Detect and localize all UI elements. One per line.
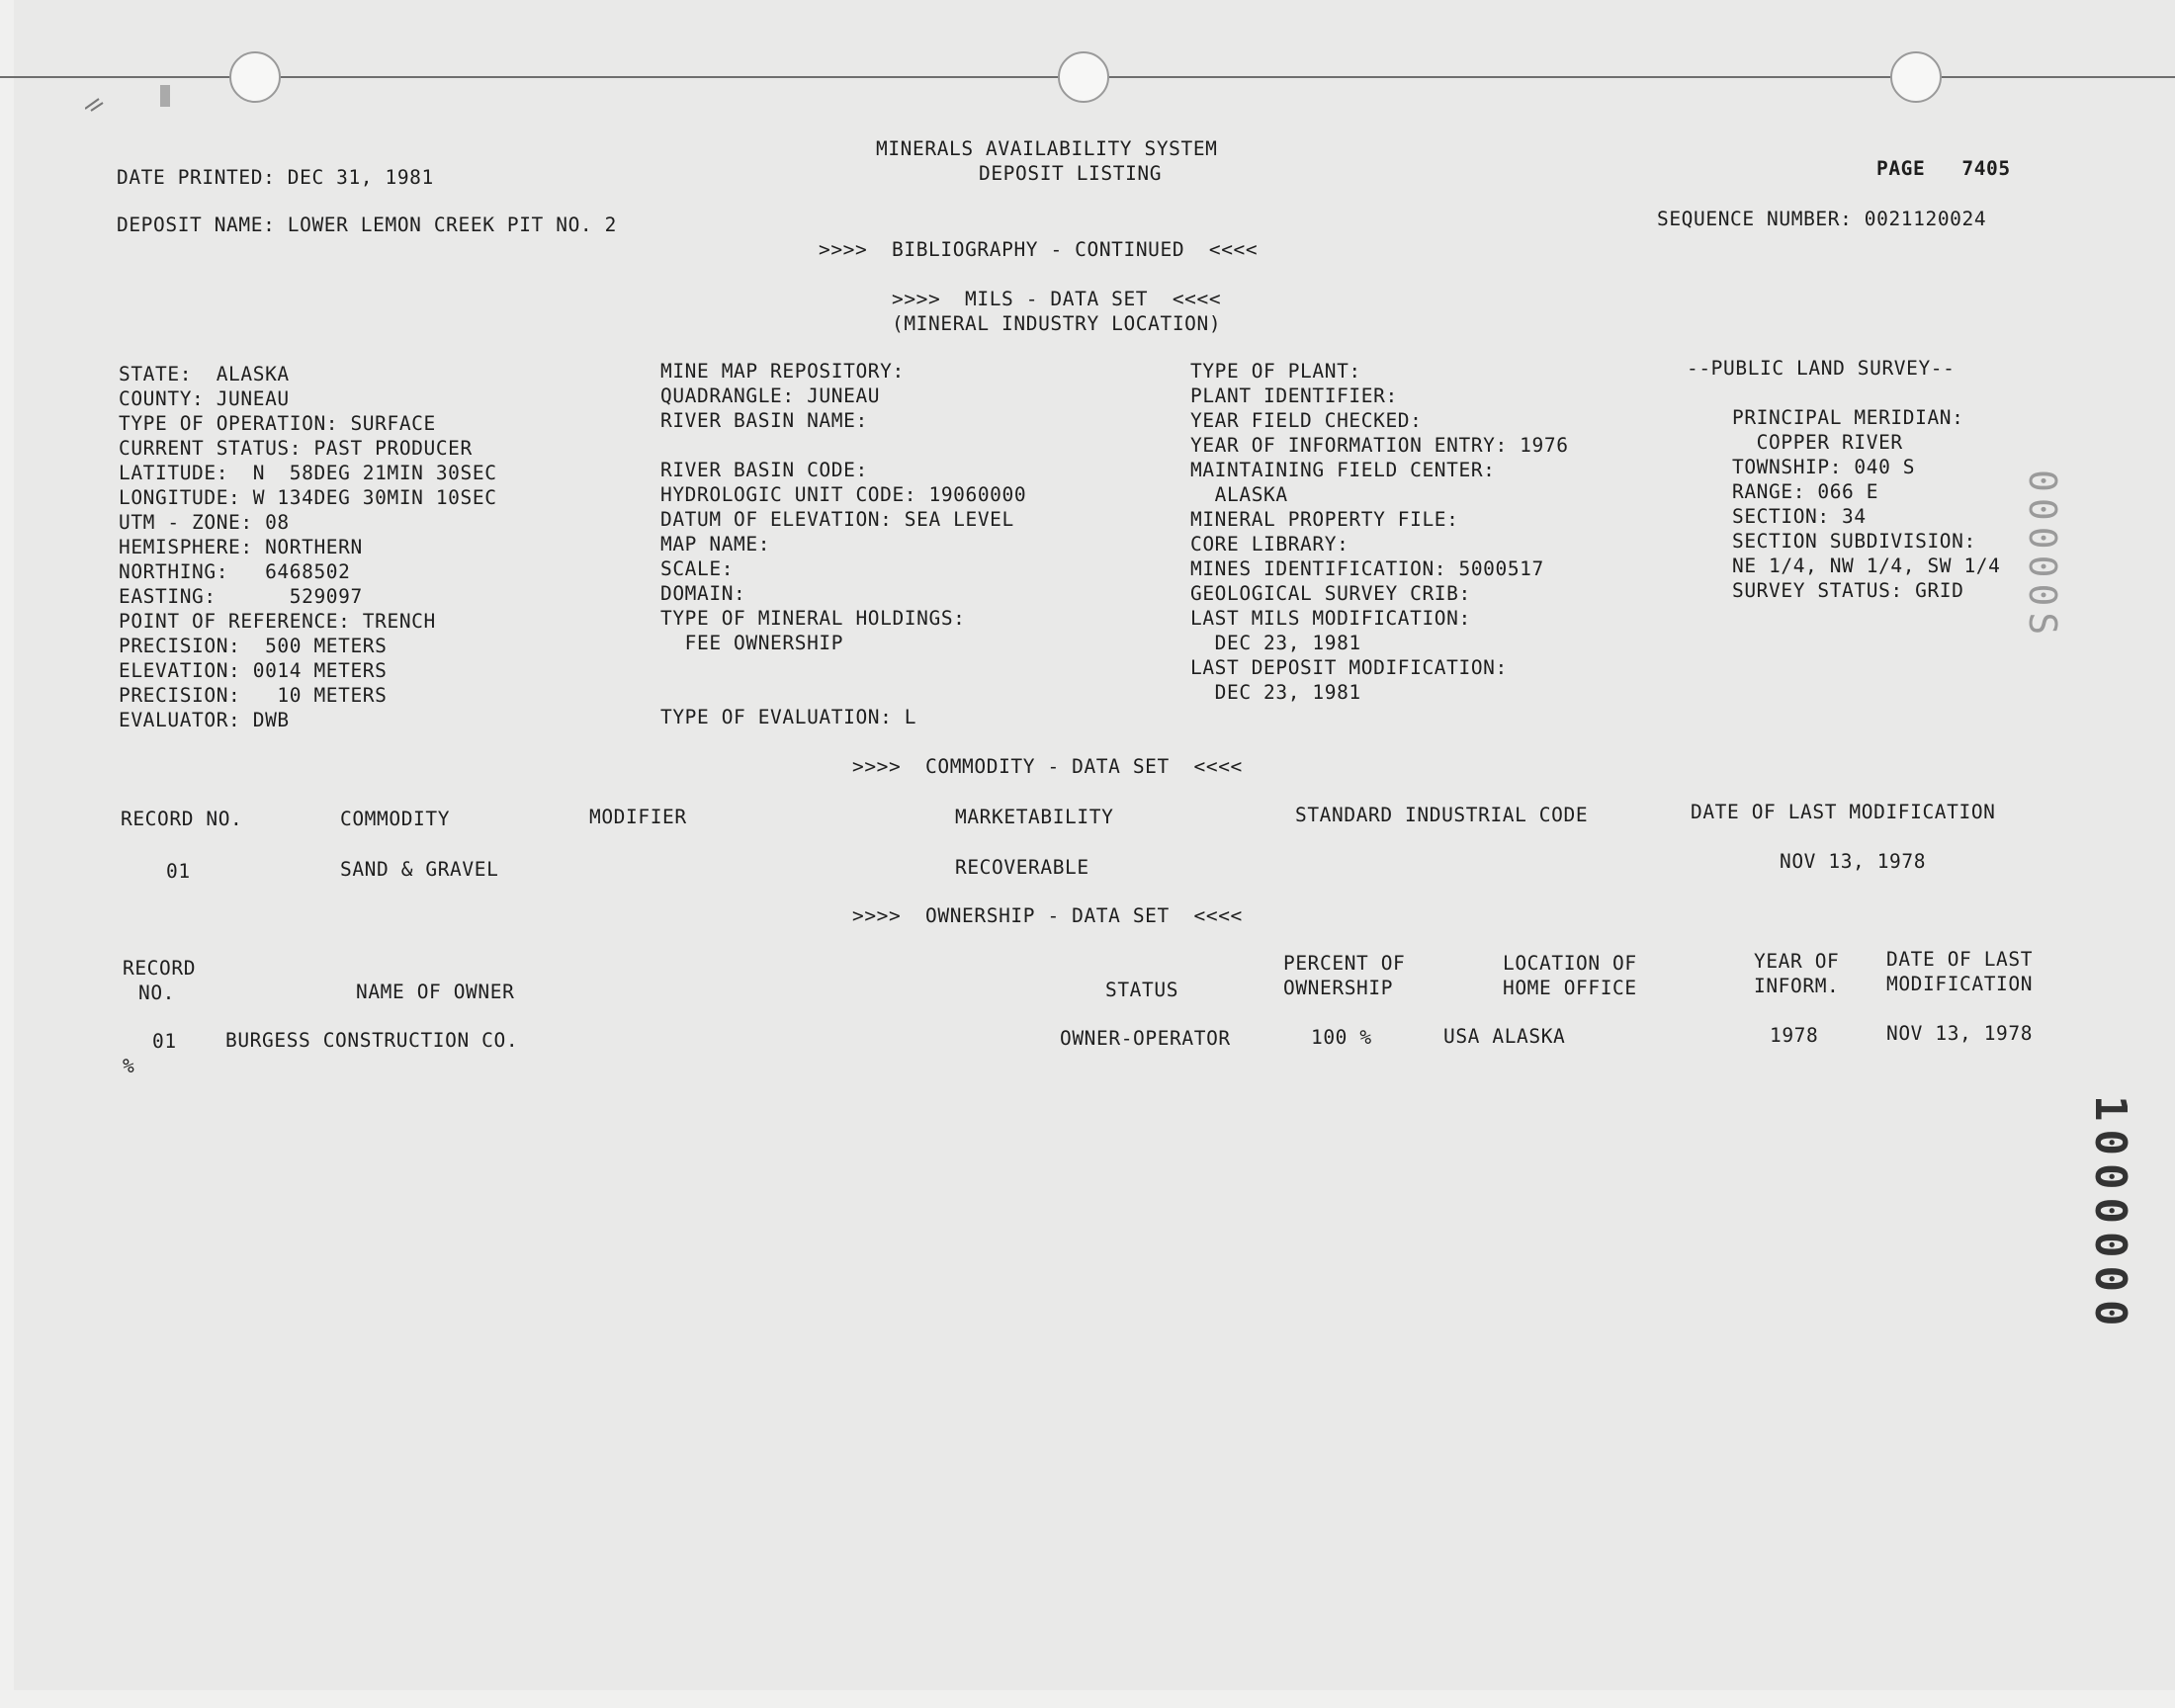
binder-hole: [1058, 51, 1109, 103]
survey-title: --PUBLIC LAND SURVEY--: [1687, 357, 1956, 380]
field-line: SURVEY STATUS: GRID: [1732, 579, 1964, 602]
cell-owner: BURGESS CONSTRUCTION CO.: [225, 1029, 519, 1052]
end-of-record-mark: %: [123, 1055, 135, 1077]
field-line: MAINTAINING FIELD CENTER:: [1190, 459, 1496, 481]
field-line: TYPE OF EVALUATION: L: [660, 706, 917, 728]
deposit-name: DEPOSIT NAME: LOWER LEMON CREEK PIT NO. 2: [117, 214, 617, 236]
field-line: LATITUDE: N 58DEG 21MIN 30SEC: [119, 462, 497, 484]
field-line: TOWNSHIP: 040 S: [1732, 456, 1916, 478]
ownership-heading: >>>> OWNERSHIP - DATA SET <<<<: [852, 904, 1243, 927]
field-line: UTM - ZONE: 08: [119, 511, 290, 534]
col-header-last-mod: DATE OF LAST MODIFICATION: [1691, 801, 1996, 823]
cell-record: 01: [152, 1030, 177, 1053]
binder-hole: [1890, 51, 1942, 103]
field-line: CURRENT STATUS: PAST PRODUCER: [119, 437, 473, 460]
field-line: YEAR FIELD CHECKED:: [1190, 409, 1423, 432]
field-line: MINE MAP REPOSITORY:: [660, 360, 905, 383]
cell-status: OWNER-OPERATOR: [1060, 1027, 1231, 1050]
mils-heading: >>>> MILS - DATA SET <<<<: [892, 288, 1222, 310]
field-line: COUNTY: JUNEAU: [119, 387, 290, 410]
cell-last-mod: NOV 13, 1978: [1780, 850, 1927, 873]
field-line: DOMAIN:: [660, 582, 746, 605]
col-header-location: HOME OFFICE: [1503, 977, 1637, 999]
col-header-owner: NAME OF OWNER: [356, 981, 515, 1003]
field-line: QUADRANGLE: JUNEAU: [660, 384, 881, 407]
field-line: TYPE OF OPERATION: SURFACE: [119, 412, 436, 435]
field-line: ELEVATION: 0014 METERS: [119, 659, 388, 682]
col-header-location: LOCATION OF: [1503, 952, 1637, 975]
cell-location: USA ALASKA: [1443, 1025, 1566, 1048]
staple-mark: [85, 81, 174, 115]
field-line: COPPER RIVER: [1732, 431, 1903, 454]
page-number: PAGE 7405: [1876, 157, 2011, 180]
field-line: RIVER BASIN CODE:: [660, 459, 868, 481]
col-header-percent: PERCENT OF: [1283, 952, 1406, 975]
field-line: SECTION: 34: [1732, 505, 1867, 528]
cell-date: NOV 13, 1978: [1886, 1022, 2034, 1045]
col-header-commodity: COMMODITY: [340, 808, 451, 830]
field-line: PRECISION: 10 METERS: [119, 684, 388, 707]
col-header-record: RECORD NO.: [121, 808, 243, 830]
field-line: EVALUATOR: DWB: [119, 709, 290, 731]
system-title: MINERALS AVAILABILITY SYSTEM: [876, 137, 1218, 160]
field-line: MAP NAME:: [660, 533, 771, 555]
listing-title: DEPOSIT LISTING: [979, 162, 1163, 185]
field-line: FEE OWNERSHIP: [660, 632, 844, 654]
field-line: NE 1/4, NW 1/4, SW 1/4: [1732, 555, 2001, 577]
cell-percent: 100 %: [1311, 1026, 1372, 1049]
field-line: LONGITUDE: W 134DEG 30MIN 10SEC: [119, 486, 497, 509]
col-header-record: NO.: [138, 982, 176, 1004]
cell-commodity: SAND & GRAVEL: [340, 858, 499, 881]
field-line: POINT OF REFERENCE: TRENCH: [119, 610, 436, 633]
field-line: DEC 23, 1981: [1190, 632, 1361, 654]
field-line: PRINCIPAL MERIDIAN:: [1732, 406, 1964, 429]
col-header-status: STATUS: [1105, 979, 1179, 1001]
field-line: LAST MILS MODIFICATION:: [1190, 607, 1471, 630]
mils-subheading: (MINERAL INDUSTRY LOCATION): [892, 312, 1222, 335]
field-line: YEAR OF INFORMATION ENTRY: 1976: [1190, 434, 1569, 457]
cell-year: 1978: [1770, 1024, 1819, 1047]
field-line: SCALE:: [660, 557, 735, 580]
field-line: CORE LIBRARY:: [1190, 533, 1349, 555]
field-line: NORTHING: 6468502: [119, 560, 351, 583]
field-line: MINES IDENTIFICATION: 5000517: [1190, 557, 1544, 580]
field-line: MINERAL PROPERTY FILE:: [1190, 508, 1459, 531]
cell-record: 01: [166, 860, 191, 883]
field-line: TYPE OF MINERAL HOLDINGS:: [660, 607, 966, 630]
field-line: LAST DEPOSIT MODIFICATION:: [1190, 656, 1508, 679]
col-header-record: RECORD: [123, 957, 197, 980]
date-printed: DATE PRINTED: DEC 31, 1981: [117, 166, 434, 189]
field-line: SECTION SUBDIVISION:: [1732, 530, 1976, 553]
sequence-number: SEQUENCE NUMBER: 0021120024: [1657, 208, 1987, 230]
col-header-percent: OWNERSHIP: [1283, 977, 1394, 999]
col-header-year: YEAR OF: [1754, 950, 1840, 973]
field-line: RIVER BASIN NAME:: [660, 409, 868, 432]
commodity-heading: >>>> COMMODITY - DATA SET <<<<: [852, 755, 1243, 778]
field-line: RANGE: 066 E: [1732, 480, 1879, 503]
col-header-date: DATE OF LAST: [1886, 948, 2034, 971]
field-line: PLANT IDENTIFIER:: [1190, 384, 1398, 407]
field-line: TYPE OF PLANT:: [1190, 360, 1361, 383]
col-header-marketability: MARKETABILITY: [955, 806, 1114, 828]
bibliography-heading: >>>> BIBLIOGRAPHY - CONTINUED <<<<: [819, 238, 1259, 261]
col-header-year: INFORM.: [1754, 975, 1840, 997]
col-header-sic: STANDARD INDUSTRIAL CODE: [1295, 804, 1589, 826]
field-line: EASTING: 529097: [119, 585, 363, 608]
field-line: STATE: ALASKA: [119, 363, 290, 385]
binder-hole: [229, 51, 281, 103]
field-line: GEOLOGICAL SURVEY CRIB:: [1190, 582, 1471, 605]
side-stamp-bold: 1000000: [2085, 1095, 2135, 1334]
col-header-date: MODIFICATION: [1886, 973, 2034, 995]
field-line: HEMISPHERE: NORTHERN: [119, 536, 363, 558]
field-line: DEC 23, 1981: [1190, 681, 1361, 704]
side-stamp-faint: 00000S: [2021, 470, 2064, 641]
field-line: HYDROLOGIC UNIT CODE: 19060000: [660, 483, 1027, 506]
field-line: PRECISION: 500 METERS: [119, 635, 388, 657]
cell-marketability: RECOVERABLE: [955, 856, 1089, 879]
field-line: DATUM OF ELEVATION: SEA LEVEL: [660, 508, 1014, 531]
col-header-modifier: MODIFIER: [589, 806, 687, 828]
field-line: ALASKA: [1190, 483, 1288, 506]
